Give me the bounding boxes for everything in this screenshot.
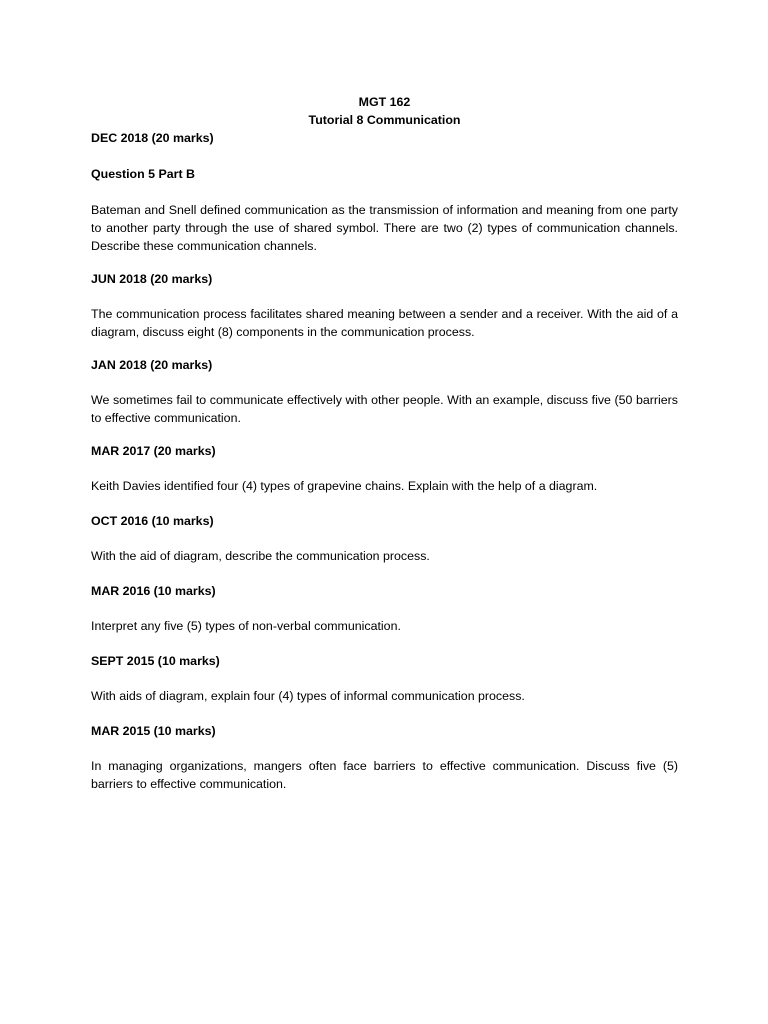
document-page <box>91 93 678 793</box>
section-heading-mar-2015: MAR 2015 (10 marks) <box>91 724 216 738</box>
question-label: Question 5 Part B <box>91 167 195 181</box>
tutorial-title: Tutorial 8 Communication <box>308 113 461 127</box>
section-heading-jun-2018: JUN 2018 (20 marks) <box>91 272 213 286</box>
question-text-mar-2015: In managing organizations, mangers often face barriers to effective communication. Discuss five (5) barriers to effective communication. <box>91 759 678 791</box>
section-heading-oct-2016: OCT 2016 (10 marks) <box>91 514 214 528</box>
question-text-sept-2015: With aids of diagram, explain four (4) types of informal communication process. <box>91 689 525 703</box>
course-code: MGT 162 <box>358 95 411 109</box>
question-text-mar-2016: Interpret any five (5) types of non-verbal communication. <box>91 619 401 633</box>
section-heading-jan-2018: JAN 2018 (20 marks) <box>91 358 213 372</box>
question-text-oct-2016: With the aid of diagram, describe the communication process. <box>91 549 430 563</box>
section-heading-dec-2018: DEC 2018 (20 marks) <box>91 131 214 145</box>
question-text-jan-2018: We sometimes fail to communicate effectively with other people. With an example, discuss five (50 barriers to effective communication. <box>91 393 678 425</box>
question-text-dec-2018: Bateman and Snell defined communication as the transmission of information and meaning from one party to another party through the use of shared symbol. There are two (2) types of communication channels. Describe these communication channels. <box>91 203 678 253</box>
question-text-jun-2018: The communication process facilitates shared meaning between a sender and a receiver. With the aid of a diagram, discuss eight (8) components in the communication process. <box>91 307 678 339</box>
section-heading-mar-2016: MAR 2016 (10 marks) <box>91 584 216 598</box>
section-heading-sept-2015: SEPT 2015 (10 marks) <box>91 654 220 668</box>
question-text-mar-2017: Keith Davies identified four (4) types of grapevine chains. Explain with the help of a diagram. <box>91 479 598 493</box>
section-heading-mar-2017: MAR 2017 (20 marks) <box>91 444 216 458</box>
